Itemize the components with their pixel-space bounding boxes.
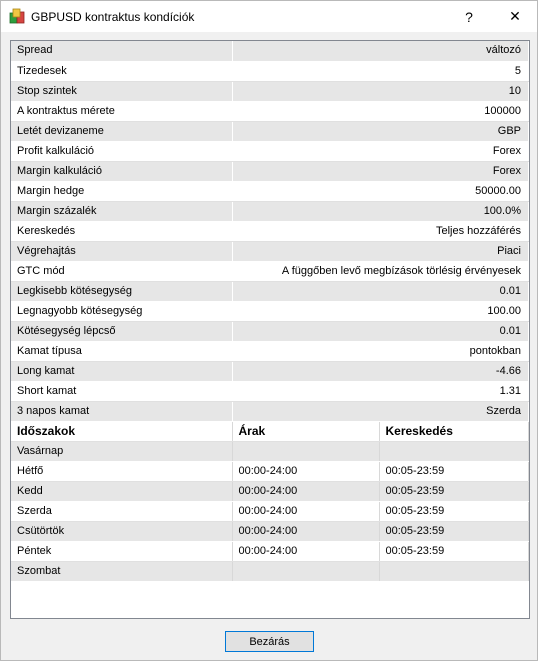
table-row (11, 321, 529, 341)
session-quotes (232, 442, 379, 462)
close-button[interactable]: Bezárás (225, 631, 314, 652)
property-label: GTC mód (11, 261, 232, 281)
property-value: 100.00 (232, 301, 529, 321)
property-label: Long kamat (11, 361, 232, 381)
property-label: Margin százalék (11, 201, 232, 221)
property-label: Stop szintek (11, 81, 232, 101)
table-row (11, 361, 529, 381)
property-label: Margin kalkuláció (11, 161, 232, 181)
property-label: Profit kalkuláció (11, 141, 232, 161)
table-row (11, 401, 529, 421)
table-row (11, 41, 529, 61)
properties-table (11, 41, 529, 422)
table-row (11, 141, 529, 161)
sessions-table (11, 422, 529, 583)
table-row (11, 61, 529, 81)
table-row (11, 301, 529, 321)
property-value: 0.01 (232, 281, 529, 301)
window-title: GBPUSD kontraktus kondíciók (31, 10, 195, 24)
session-quotes: 00:00-24:00 (232, 502, 379, 522)
session-trade (379, 562, 529, 582)
property-label: Végrehajtás (11, 241, 232, 261)
session-quotes: 00:00-24:00 (232, 482, 379, 502)
sessions-header-row (11, 422, 529, 442)
table-row (11, 502, 529, 522)
property-label: Legkisebb kötésegység (11, 281, 232, 301)
session-quotes: 00:00-24:00 (232, 462, 379, 482)
app-icon (9, 8, 25, 24)
property-label: 3 napos kamat (11, 401, 232, 421)
session-trade: 00:05-23:59 (379, 542, 529, 562)
table-row (11, 221, 529, 241)
property-value: 5 (232, 61, 529, 81)
table-row (11, 341, 529, 361)
session-trade: 00:05-23:59 (379, 462, 529, 482)
property-label: Margin hedge (11, 181, 232, 201)
table-row (11, 562, 529, 582)
header-quotes: Árak (232, 422, 379, 442)
header-trade: Kereskedés (379, 422, 529, 442)
property-label: Kereskedés (11, 221, 232, 241)
property-value: GBP (232, 121, 529, 141)
property-label: Kötésegység lépcső (11, 321, 232, 341)
property-value: változó (232, 41, 529, 61)
table-row (11, 381, 529, 401)
table-row (11, 462, 529, 482)
session-day: Csütörtök (11, 522, 232, 542)
table-row (11, 161, 529, 181)
property-value: Forex (232, 161, 529, 181)
session-day: Péntek (11, 542, 232, 562)
session-quotes (232, 562, 379, 582)
table-row (11, 181, 529, 201)
title-bar (1, 1, 537, 32)
table-row (11, 81, 529, 101)
property-label: Spread (11, 41, 232, 61)
session-trade: 00:05-23:59 (379, 522, 529, 542)
help-button[interactable]: ? (465, 8, 473, 25)
table-row (11, 442, 529, 462)
property-value: 0.01 (232, 321, 529, 341)
session-day: Szerda (11, 502, 232, 522)
property-value: Piaci (232, 241, 529, 261)
property-value: 50000.00 (232, 181, 529, 201)
table-row (11, 281, 529, 301)
session-day: Szombat (11, 562, 232, 582)
session-day: Vasárnap (11, 442, 232, 462)
property-value: pontokban (232, 341, 529, 361)
property-value: Szerda (232, 401, 529, 421)
table-row (11, 522, 529, 542)
property-value: A függőben levő megbízások törlésig érvényesek (232, 261, 529, 281)
property-label: A kontraktus mérete (11, 101, 232, 121)
table-row (11, 121, 529, 141)
property-label: Letét devizaneme (11, 121, 232, 141)
property-label: Kamat típusa (11, 341, 232, 361)
close-window-button[interactable]: ✕ (509, 8, 521, 24)
property-value: Forex (232, 141, 529, 161)
property-value: Teljes hozzáférés (232, 221, 529, 241)
property-value: 10 (232, 81, 529, 101)
property-label: Short kamat (11, 381, 232, 401)
table-row (11, 261, 529, 281)
session-quotes: 00:00-24:00 (232, 522, 379, 542)
table-row (11, 241, 529, 261)
property-label: Tizedesek (11, 61, 232, 81)
property-value: 100.0% (232, 201, 529, 221)
session-trade: 00:05-23:59 (379, 482, 529, 502)
session-trade: 00:05-23:59 (379, 502, 529, 522)
property-value: 1.31 (232, 381, 529, 401)
table-row (11, 482, 529, 502)
table-row (11, 101, 529, 121)
session-quotes: 00:00-24:00 (232, 542, 379, 562)
property-value: -4.66 (232, 361, 529, 381)
specification-panel[interactable] (10, 40, 530, 619)
property-label: Legnagyobb kötésegység (11, 301, 232, 321)
property-value: 100000 (232, 101, 529, 121)
session-day: Kedd (11, 482, 232, 502)
table-row (11, 542, 529, 562)
table-row (11, 201, 529, 221)
session-day: Hétfő (11, 462, 232, 482)
header-periods: Időszakok (11, 422, 232, 442)
session-trade (379, 442, 529, 462)
